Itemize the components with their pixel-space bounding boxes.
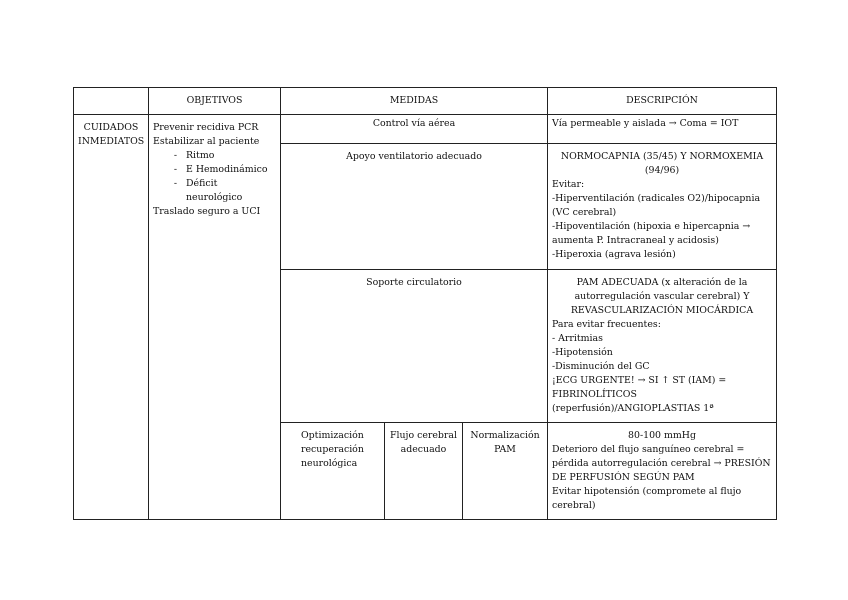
measure-airway: Control vía aérea [281,115,548,144]
section-label: CUIDADOS INMEDIATOS [74,115,149,520]
list-dash: - [173,178,177,189]
description-line: Evitar hipotensión (compromete al flujo cerebral) [552,486,742,511]
description-title: 80-100 mmHg [628,430,696,441]
description-line: -Hipotensión [552,347,613,358]
objective-line: Prevenir recidiva PCR [153,122,259,133]
header-descripcion: DESCRIPCIÓN [548,88,777,115]
row-airway [74,115,777,144]
description-line: - Arritmias [552,333,603,344]
description-line: -Hiperventilación (radicales O2)/hipocapnia (VC cerebral) [552,193,761,218]
objective-list [153,149,276,205]
description-line: Para evitar frecuentes: [552,319,661,330]
list-item-text: E Hemodinámico [186,164,268,175]
description-title: NORMOCAPNIA (35/45) Y NORMOXEMIA (94/96) [560,151,764,176]
description-circulation [548,270,777,423]
objective-line: Traslado seguro a UCI [153,206,261,217]
header-objetivos: OBJETIVOS [149,88,281,115]
measure-cerebral-flow: Flujo cerebral adecuado [385,423,463,520]
measure-pam: Normalización PAM [463,423,548,520]
description-line: -Hiperoxia (agrava lesión) [552,249,676,260]
header-medidas: MEDIDAS [281,88,548,115]
description-title: PAM ADECUADA (x alteración de la autorregulación vascular cerebral) Y REVASCULARIZACIÓN MIOCÁRDICA [570,277,754,316]
description-line: -Hipoventilación (hipoxia e hipercapnia → aumenta P. Intracraneal y acidosis) [552,221,751,246]
objective-line: Estabilizar al paciente [153,136,260,147]
header-empty [74,88,149,115]
description-ventilation [548,144,777,270]
list-dash: - [173,164,177,175]
objectives-cell [149,115,281,520]
list-item [153,163,276,177]
description-line: Evitar: [552,179,585,190]
list-dash: - [173,150,177,161]
list-item [153,177,276,205]
list-item-text: Ritmo [186,150,215,161]
care-table [73,87,777,520]
measure-neuro-recovery: Optimización recuperación neurológica [281,423,385,520]
measure-circulation: Soporte circulatorio [281,270,548,423]
description-neuro [548,423,777,520]
description-airway: Vía permeable y aislada → Coma = IOT [548,115,777,144]
description-line: -Disminución del GC [552,361,650,372]
description-line: ¡ECG URGENTE! → SI ↑ ST (IAM) = FIBRINOLÍTICOS (reperfusión)/ANGIOPLASTIAS 1ª [552,375,727,414]
list-item [153,149,276,163]
description-line: Deterioro del flujo sanguíneo cerebral = pérdida autorregulación cerebral → PRESIÓN DE PERFUSIÓN SEGÚN PAM [552,444,771,483]
measure-ventilation: Apoyo ventilatorio adecuado [281,144,548,270]
list-item-text: Déficit neurológico [186,178,243,203]
header-row [74,88,777,115]
